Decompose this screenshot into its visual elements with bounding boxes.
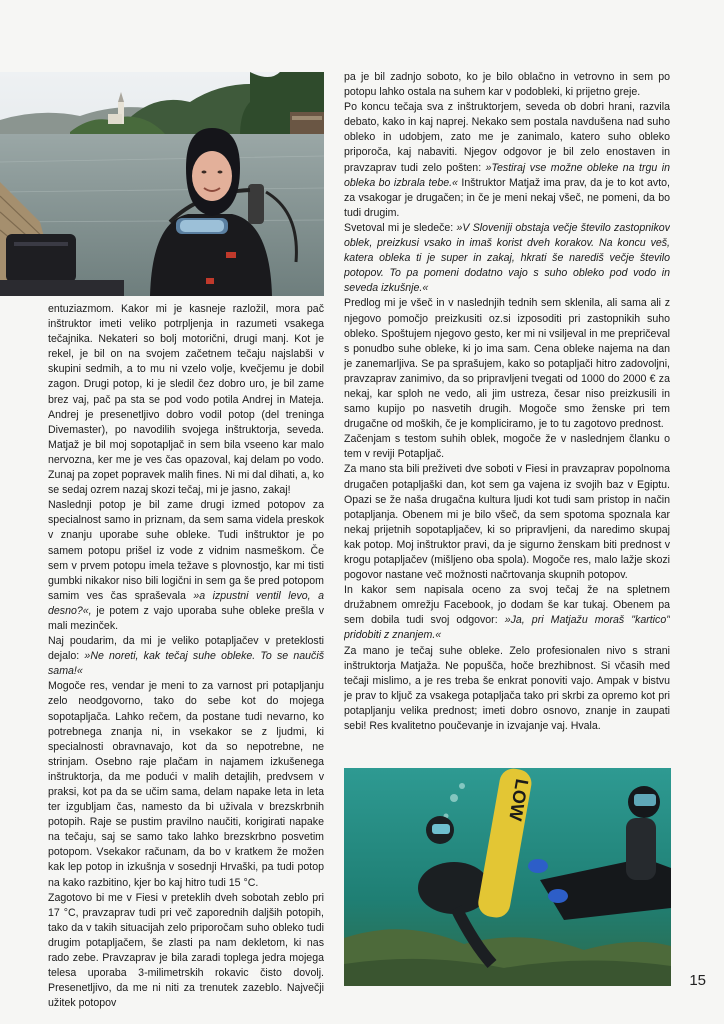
quote: »Ja, pri Matjažu moraš "kartico" pridobiti z znanjem.« (344, 614, 670, 642)
paragraph: entuziazmom. Kakor mi je kasneje razložil, mora pač inštruktor imeti veliko potrpljenja in razumeti vsakega tečajnika. Nekateri so bolj motorični, drugi manj. Kot je rekel, je bil on na svojem začetnem tečaju najslabši v skupini sedmih, a to mu ni vzelo volje, kvečjemu je dobil zagon. Drugi potop, ki je sledil čez dobro uro, je bil zame brez vaj, pač pa sta se pod vodo potila Andrej in Mateja. Andrej je presenetljivo dobro vodil potop (del treninga Divemaster), po navodilih svojega inštruktorja, seveda. Matjaž je bil moj sopotaplјač in sem bila vseeno kar malo nervozna, ker me je ves čas opazoval, kaj delam po vodo. Zunaj pa zopet popravek malih fines. Ni mi dal dihati, a, ko se sedaj ozrem nazaj skozi tečaj, mi je jasno, zakaj! (48, 303, 324, 497)
buoy-lettering: LOW (505, 777, 533, 823)
page-number: 15 (689, 972, 706, 989)
article-left-column (48, 302, 324, 1020)
paragraph: Zagotovo bi me v Fiesi v preteklih dveh sobotah zeblo pri 17 °C, pravzaprav tudi pri več zaporednih daljših potopih, tako da v takih situacijah zelo priporočam suho obleko tudi drugim potapljačem, še zlasti pa nam dekletom, ki nas rado zebe. Pravzaprav je bila zaradi toplega jedra mojega telesa uporaba 3-milimetrskih rokavic čisto dovolj. Presenetljivo, da me ni niti za trenutek zazeblo. Največji užitek potopov (48, 891, 324, 1010)
paragraph: Mogoče res, vendar je meni to za varnost pri potapljanju zelo neodgovorno, tako do sebe kot do mojega sopotaplјača. Lahko rečem, da postane tudi nevarno, ko potrebnega znanja ni, in vsekakor se z ljudmi, ki specialnosti obravnavajo, kot da so nepotrebne, ne strinjam. Osebno raje plačam in najamem izkušenega inštruktorja, da me podući v malih detajlih, predvsem v praksi, kot pa da se učim sama, delam napake leta in leta ter izgubljam čas, namesto da bi uživala v brezskrbnih potopih. Raje se pustim pravilno naučiti, korigirati napake na tečaju, saj se samo tako lahko brezskrbno posvetim potopom. Vsekakor računam, da bo v kratkem že možen kak lep potop in izkušnja v sosednji Hrvaški, pa tudi potop na kako razbitino, kjer bo kaj hitro tudi 15 °C. (48, 680, 324, 889)
paragraph: Svetoval mi je sledeče: »V Sloveniji obstaja večje število zastopnikov oblek, preizkusi vsako in imaš korist dveh korakov. Na koncu veš, katera obleka ti je super in zakaj, hkrati še narediš večje število potopov. To pa pomeni dodatno vajo s suho obleko pod vodo in seveda izkušnje.« (344, 221, 670, 295)
paragraph: In kakor sem napisala oceno za svoj tečaj že na spletnem družabnem omrežju Facebook, jo dodam še kar tukaj. Obenem pa sem dobila tudi svoj odgovor: »Ja, pri Matjažu moraš "kartico" pridobiti z znanjem.« (344, 584, 670, 642)
paragraph: Za mano je tečaj suhe obleke. Zelo profesionalen nivo s strani inštruktorja Matjaža. Ne popušča, hoče brezhibnost. Si včasih med tečaji mislimo, a je res treba še enkrat ponoviti vajo. Ampak v bistvu je prav to ključ za vsakega potapljača tako pri skrbi za opremo kot pri potapljanju velika prednost; imeti dobro osnovo, znanje in zaupati sebi! Res kvalitetno poučevanje in izvajanje vaj. Hvala. (344, 644, 670, 733)
paragraph: Za mano sta bili preživeti dve soboti v Fiesi in pravzaprav popolnoma drugačen potapljaški dan, kot sem ga vajena iz svojih baz v Egiptu. Opazi se že naša drugačna kultura ljudi kot tudi sam pristop in način potapljanja. Obenem mi je bilo všeč, da sem spotoma spoznala kar nekaj prijetnih sopotaplјačev, ki so pripravljeni, da naredimo skupaj kak potop. Moj inštruktor pravi, da je sigurno ženskam biti prednost v krogu potapljačev (mišljeno oba spola). Mogoče res, malo lažje skozi pogovor nastane več možnosti načrtovanja skupnih potopov. (344, 463, 670, 582)
article-right-column (344, 70, 670, 760)
quote: »Testiraj vse možne obleke na trgu in obleka bo izbrala tebe.« (344, 161, 670, 189)
photo-underwater-divers (344, 768, 671, 986)
paragraph: Po koncu tečaja sva z inštruktorjem, seveda ob dobri hrani, razvila debato, kako in kaj naprej. Nekako sem postala navdušena nad suho obleko in udobjem, zato me je zanimalo, katero suho obleko priporoča, kaj nabaviti. Njegov odgovor je bil zelo enostaven in pravzaprav tudi zelo pošten: »Testiraj vse možne obleke na trgu in obleka bo izbrala tebe.« Inštruktor Matjaž ima prav, da je to kot avto, za vsakogar je drugačen; in če je meni nekaj všeč, ne pomeni, da bo tudi drugim. (344, 101, 670, 219)
paragraph: Predlog mi je všeč in v naslednjih tednih sem sklenila, ali sama ali z njegovo pomočjo preizkusiti oz.si izposoditi pri zastopnikih suho obleko. Spoštujem njegovo gesto, ker mi ni vsiljeval in me prepričeval s ponudbo suhe obleke, ki jo ima sam. Cena obleke najema na dan je zanemarljiva. Se pa sprašujem, kako so potapljači hitro zadovoljni, pravzaprav zanimivo, da so pripravljeni tvegati od 1000 do 2000 € za nekaj, kar sploh ne vedo, ali jim ustreza, česar niso preizkusili in samo kupijo po nasvetih drugih. Mogoče smo ženske pri tem drugačne od moških, če je kompliciramo, je to tu zagotovo prednost. (344, 297, 670, 431)
paragraph: Naj poudarim, da mi je veliko potapljačev v preteklosti dejalo: »Ne noreti, kak tečaj suhe obleke. To se naučiš sama!« (48, 635, 324, 678)
quote: »Ne noreti, kak tečaj suhe obleke. To se naučiš sama!« (48, 650, 324, 678)
quote: »a izpustni ventil levo, a desno?«, (48, 589, 324, 617)
quote: »V Sloveniji obstaja večje število zastopnikov oblek, preizkusi vsako in imaš korist dveh korakov. Na koncu veš, katera obleka ti je super in zakaj, hkrati še narediš večje število potopov. To pa pomeni dodatno vajo s suho obleko pod vodo in seveda izkušnje.« (344, 221, 670, 295)
photo-diver-lake (0, 72, 324, 296)
paragraph: pa je bil zadnjo soboto, ko je bilo oblačno in vetrovno in sem po potopu lahko ostala na suhem kar v podobleki, ki prijetno greje. (344, 71, 670, 99)
paragraph: Začenjam s testom suhih oblek, mogoče že v naslednjem članku o tem v reviji Potapljač. (344, 433, 670, 461)
paragraph: Naslednji potop je bil zame drugi izmed potopov za specialnost samo in priznam, da sem sama videla preskok v znanju uporabe suhe obleke. Tudi inštruktor je po samem potopu prišel iz vode z vidnim nasmeškom. Če sem v prvem potopu imela težave s plovnostjo, kar mi tisti gumbki nikakor niso bili logični in sem ga še pred potopom samim ves čas spraševala »a izpustni ventil levo, a desno?«, je potem z vajo uporaba suhe obleke prešla v mali mezinček. (48, 499, 324, 632)
